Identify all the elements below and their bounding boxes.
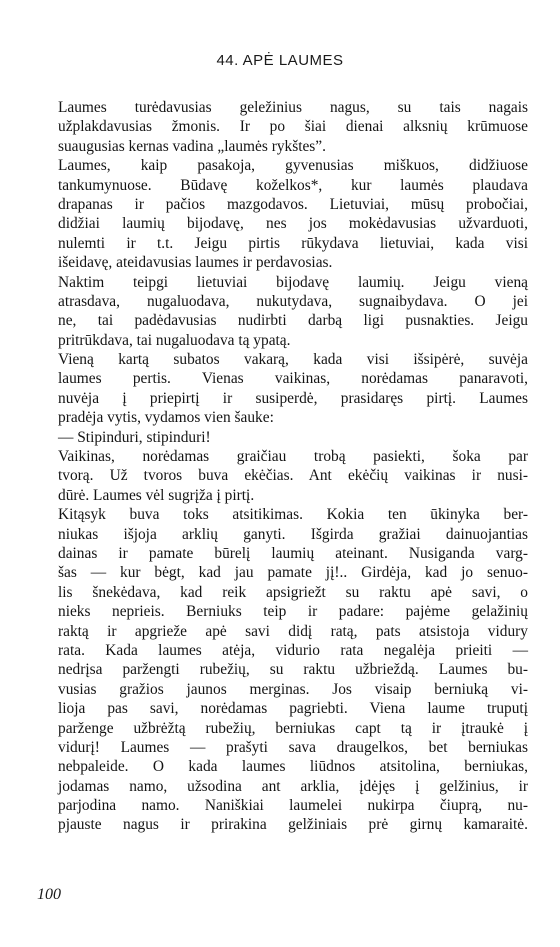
text-line: tankumynuose. Būdavę koželkos*, kur laumės plaudava xyxy=(58,176,528,194)
text-line: Vieną kartą subatos vakarą, kada visi išsipėrė, suvėja xyxy=(58,351,528,369)
text-line: parženge užbrėžtą rubežių, berniukas capt tą ir įtraukė į xyxy=(58,719,528,737)
text-line: išeidavę, ateidavusias laumes ir perdavosias. xyxy=(58,254,333,272)
text-line: parjodina namo. Naniškiai laumelei nukirpa čiuprą, nu- xyxy=(58,797,528,815)
text-line: užplakdavusias žmonis. Ir po šiai dienai alksnių krūmuose xyxy=(58,118,528,136)
text-line: rata. Kada laumes atėja, vidurio rata negalėja prieiti — xyxy=(58,641,528,659)
text-line: lis šnekėdava, kad reik apsigriežt su raktu apė savi, o xyxy=(58,583,528,601)
text-line: laumes pertis. Vienas vaikinas, norėdamas panaravoti, xyxy=(58,370,528,388)
text-line: Kitąsyk buva toks atsitikimas. Kokia ten ūkinyka ber- xyxy=(58,506,528,524)
text-line: lioja pas savi, norėdamas pagriebti. Viena laume truputį xyxy=(58,700,528,718)
text-line: pradėja vytis, vydamos vien šauke: xyxy=(58,409,274,427)
text-line: Laumes turėdavusias geležinius nagus, su tais nagais xyxy=(58,99,528,116)
text-line: jodamas namo, užsodina ant arklia, įdėjęs į gelžinius, ir xyxy=(58,777,528,795)
text-line: tvorą. Už tvoros buva ekėčias. Ant ekėčių vaikinas ir nusi- xyxy=(58,467,528,485)
text-line: nuvėja į priepirtį ir susiperdė, prasidaręs pirtį. Laumes xyxy=(58,389,528,407)
text-line: Laumes, kaip pasakoja, gyvenusias miškuos, didžiuose xyxy=(58,157,528,175)
chapter-title: 44. APĖ LAUMES xyxy=(216,52,344,69)
text-line: didžiai laumių bijodavę, nes jos mokėdavusias užvarduoti, xyxy=(58,215,528,233)
body-text xyxy=(58,98,528,835)
text-line: niukas išjoja arklių ganyti. Išgirda gražiai dainuojantias xyxy=(58,525,528,543)
text-line: šas — kur bėgt, kad jau pamate jį!.. Girdėja, kad jo senuo- xyxy=(58,564,528,582)
text-line: Naktim teipgi lietuviai bijodavę laumių. Jeigu vieną xyxy=(58,273,528,291)
text-line: atrasdava, nugaluodava, nukutydava, sugnaibydava. O jei xyxy=(58,292,528,310)
text-line: nedrįsa paržengti rubežių, su raktu užbrieždą. Laumes bu- xyxy=(58,661,528,679)
text-line: vusias gražios jaunos merginas. Jos visaip berniuką vi- xyxy=(58,680,528,698)
text-line: nulemti ir t.t. Jeigu pirtis rūkydava lietuviai, kada visi xyxy=(58,234,528,252)
text-line: pritrūkdava, tai nugaluodava tą ypatą. xyxy=(58,331,291,349)
text-line: nebpaleide. O kada laumes liūdnos atsitolina, berniukas, xyxy=(58,758,528,776)
text-line: Vaikinas, norėdamas graičiau trobą pasiekti, šoka par xyxy=(58,448,528,466)
text-line: nieks neprieis. Berniuks teip ir padare: pajėme gelažinių xyxy=(58,603,528,621)
text-line: suaugusias kernas vadina „laumės rykštes”. xyxy=(58,137,326,155)
text-line: vidurį! Laumes — prašyti sava draugelkos, bet berniukas xyxy=(58,738,528,756)
page-number: 100 xyxy=(37,886,61,903)
text-line: ne, tai padėdavusias nudirbti darbą ligi pusnakties. Jeigu xyxy=(58,312,528,330)
text-line: drapanas ir pačios mazgodavos. Lietuviai, mūsų probočiai, xyxy=(58,195,528,213)
text-line: pjauste nagus ir prirakina gelžiniais prė girnų kamaraitė. xyxy=(58,816,528,834)
text-line: dainas ir pamate būrelį laumių ateinant. Nusiganda varg- xyxy=(58,544,528,562)
text-line: raktą ir apgrieže apė savi didį ratą, pats atsistoja vidury xyxy=(58,622,528,640)
text-line: dūrė. Laumes vėl sugrįža į pirtį. xyxy=(58,486,255,504)
text-line: — Stipinduri, stipinduri! xyxy=(58,428,211,446)
